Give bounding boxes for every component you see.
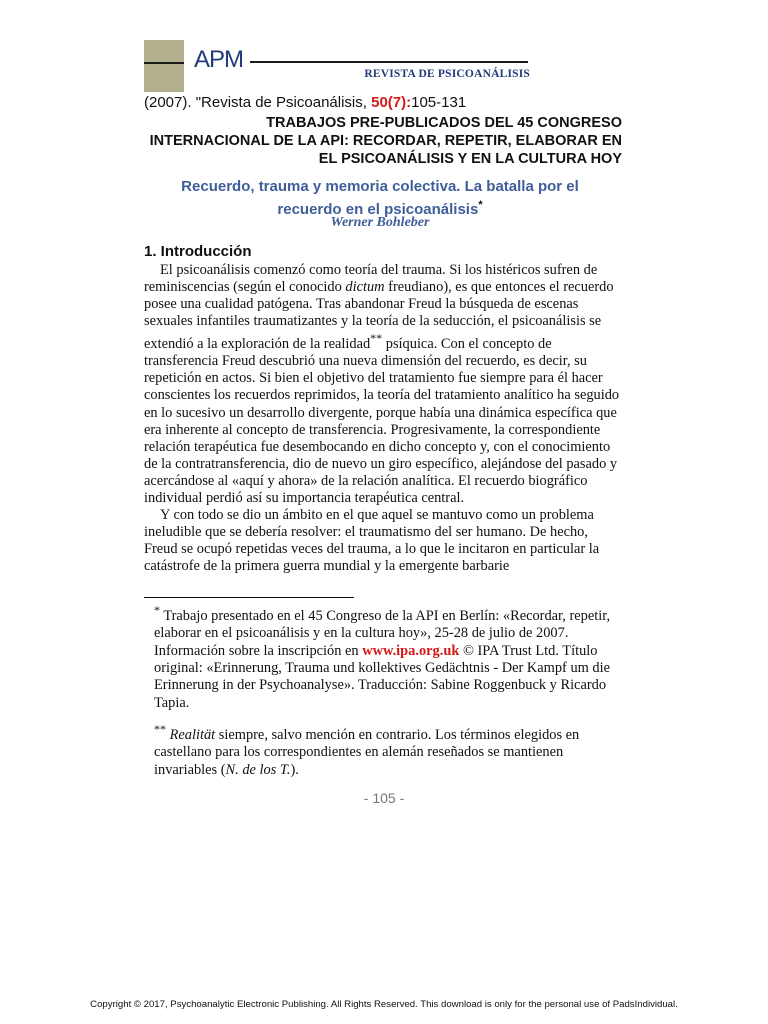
header-rule-left bbox=[144, 62, 184, 64]
footnote-1-text-b: © IPA Trust Ltd. Título original: «Erinnerung, Trauma und kollektives Gedächtnis - Der Kampf um die Erinnerung in der Psychoanalyse». Traducción: Sabine Roggenbuck y Ricardo Tapia. bbox=[154, 642, 611, 711]
section-heading: 1. Introducción bbox=[144, 243, 252, 260]
article-title bbox=[160, 177, 600, 219]
paragraph-1-text-b: freudiano), es que entonces el recuerdo posee una cualidad patógena. Tras abandonar Freud la búsqueda de escenas sexuales infantiles traumatizantes y la teoría de la seducción, el psicoanálisis se extendió a la exploración de la realidad bbox=[144, 279, 614, 353]
paragraph-1-text-c: psíquica. Con el concepto de transferencia Freud descubrió una nueva dimensión del recuerdo, es decir, su repetición en actos. Si bien el objetivo del tratamiento fue siempre para él hacer conscientes los recuerdos reprimidos, la teoría del tratamiento analítico ha seguido en lo sucesivo un desarrollo divergente, porque había una dinámica específica que era inherente al concepto de transferencia. Progresivamente, la correspondiente relación terapéutica fue desembocando en dicho concepto y, con el conocimiento de la contratransferencia, dio de nuevo un giro específico, alejándose del pasado y acercándose al «aquí y ahora» de la relación analítica. El recuerdo biográfico individual perdió así su importancia terapéutica central. bbox=[144, 336, 620, 507]
footnote-1-mark: * bbox=[154, 603, 160, 617]
footnote-mark-2: ** bbox=[370, 331, 383, 346]
footnote-2-italic: Realität bbox=[169, 727, 216, 744]
copyright-notice: Copyright © 2017, Psychoanalytic Electronic Publishing. All Rights Reserved. This download is only for the personal use of PadsIndividual. bbox=[90, 999, 678, 1010]
footnote-1 bbox=[154, 602, 624, 712]
page-number: - 105 - bbox=[363, 790, 405, 806]
article-title-text: Recuerdo, trauma y memoria colectiva. La batalla por el recuerdo en el psicoanálisis bbox=[181, 178, 579, 218]
footnote-2-text-b: ). bbox=[290, 761, 299, 778]
paragraph-1-text-a: El psicoanálisis comenzó como teoría del trauma. Si los histéricos sufren de reminiscencias (según el conocido bbox=[144, 262, 598, 296]
citation-volume-issue: 50(7): bbox=[371, 94, 412, 111]
footnote-2-mark: ** bbox=[154, 722, 166, 737]
paragraph-1-italic: dictum bbox=[345, 279, 385, 296]
article-author: Werner Bohleber bbox=[330, 215, 430, 230]
journal-name: REVISTA DE PSICOANÁLISIS bbox=[364, 68, 530, 80]
footnote-1-text-a: Trabajo presentado en el 45 Congreso de la API en Berlín: «Recordar, repetir, elaborar en el psicoanálisis y en la cultura hoy», 25-28 de julio de 2007. Información sobre la inscripción en bbox=[154, 607, 611, 659]
congress-heading: TRABAJOS PRE-PUBLICADOS DEL 45 CONGRESO INTERNACIONAL DE LA API: RECORDAR, REPETIR, ELABORAR EN EL PSICOANÁLISIS Y EN LA CULTURA HOY bbox=[149, 115, 622, 167]
paragraph-2: Y con todo se dio un ámbito en el que aquel se mantuvo como un problema ineludible que se debería resolver: el traumatismo del ser humano. De hecho, Freud se ocupó repetidas veces del trauma, a lo que le incitaron en particular la catástrofe de la primera guerra mundial y la emergente barbarie bbox=[144, 507, 600, 575]
footnote-2-italic-note: N. de los T. bbox=[225, 761, 291, 778]
footnote-2-text-a: siempre, salvo mención en contrario. Los términos elegidos en castellano para los correspondientes en alemán reseñados se mantienen invariables ( bbox=[154, 727, 580, 778]
title-footnote-mark: * bbox=[478, 199, 483, 211]
footnote-2 bbox=[154, 721, 624, 779]
ipa-link[interactable]: www.ipa.org.uk bbox=[362, 642, 460, 659]
apm-logo: APM bbox=[194, 46, 244, 73]
footnote-divider bbox=[144, 597, 354, 598]
paragraph-1 bbox=[144, 262, 622, 507]
header-rule-right bbox=[250, 61, 528, 63]
citation-pages: 105-131 bbox=[411, 94, 467, 111]
citation-line bbox=[144, 94, 466, 111]
logo-color-block bbox=[144, 40, 184, 92]
citation-text: (2007). "Revista de Psicoanálisis, bbox=[144, 94, 372, 111]
journal-header bbox=[144, 40, 534, 92]
body-text bbox=[144, 262, 622, 575]
footnotes bbox=[154, 602, 624, 779]
